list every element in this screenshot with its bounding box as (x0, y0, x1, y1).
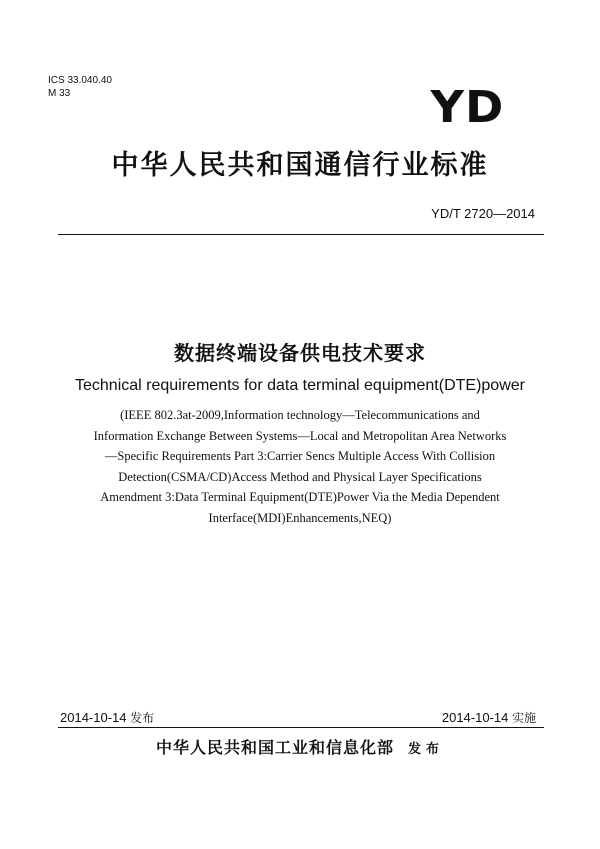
equivalence-line: (IEEE 802.3at-2009,Information technology—Telecommunications and (120, 408, 480, 422)
issue-date-block (60, 709, 154, 726)
equivalence-line: Amendment 3:Data Terminal Equipment(DTE)Power Via the Media Dependent (100, 490, 500, 504)
equivalence-line: Information Exchange Between Systems—Local and Metropolitan Area Networks (93, 428, 507, 443)
ics-code: ICS 33.040.40 (48, 75, 112, 86)
implement-date-block (442, 709, 536, 726)
issue-label: 发布 (130, 711, 155, 725)
yd-logo: YD (430, 82, 504, 133)
equivalence-line: —Specific Requirements Part 3:Carrier Sencs Multiple Access With Collision (104, 449, 496, 463)
equivalence-line: Detection(CSMA/CD)Access Method and Physical Layer Specifications (118, 469, 482, 484)
category-code: M 33 (48, 88, 71, 99)
chinese-title: 数据终端设备供电技术要求 (174, 341, 426, 365)
issue-date: 2014-10-14 (60, 710, 127, 725)
ics-block (48, 74, 112, 100)
publisher-name: 中华人民共和国工业和信息化部 (155, 738, 394, 757)
equivalence-note (60, 405, 540, 528)
bottom-divider (58, 727, 544, 728)
implement-label: 实施 (511, 711, 536, 725)
implement-date: 2014-10-14 (441, 710, 509, 725)
english-title: Technical requirements for data terminal equipment(DTE)power (75, 377, 525, 394)
publisher-action: 发布 (408, 742, 445, 757)
top-divider (58, 234, 544, 235)
publisher-line (0, 735, 600, 758)
standard-title: 中华人民共和国通信行业标准 (111, 150, 489, 181)
equivalence-line: Interface(MDI)Enhancements,NEQ) (208, 510, 392, 525)
standard-number: YD/T 2720—2014 (431, 206, 535, 221)
